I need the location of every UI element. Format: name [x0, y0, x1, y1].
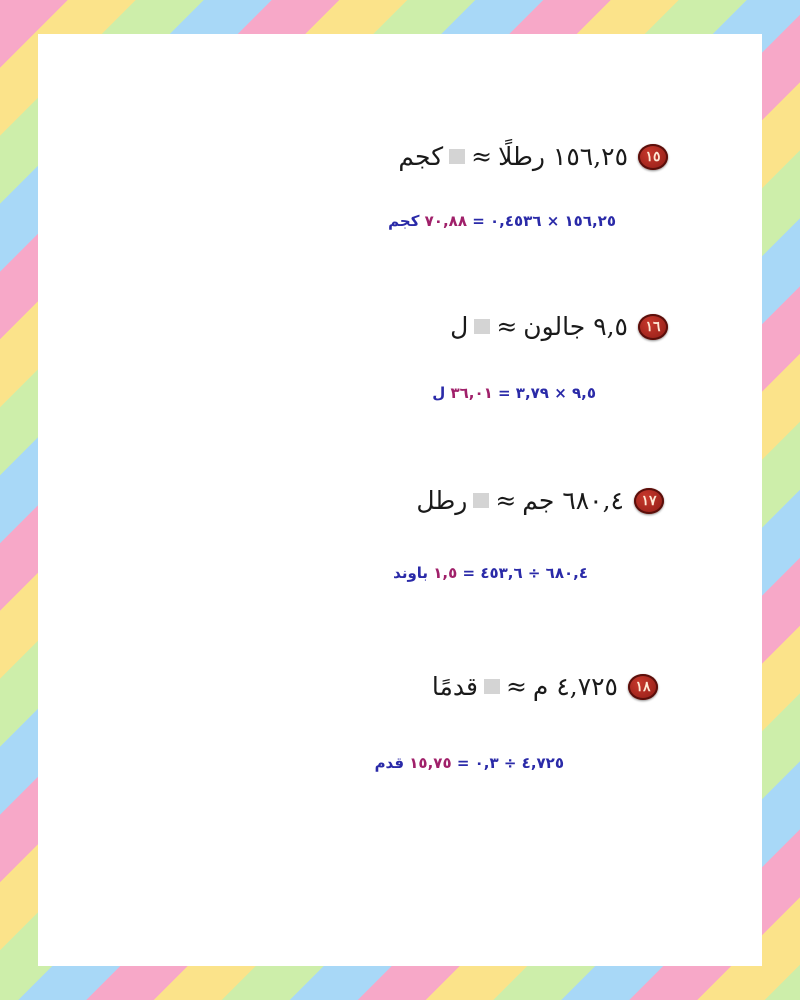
answer-expression: ٤,٧٢٥ ÷ ٠,٣ = [456, 754, 564, 772]
worksheet-page [38, 34, 762, 966]
problem-17 [416, 486, 664, 515]
answer-expression: ١٥٦,٢٥ × ٠,٤٥٣٦ = [472, 212, 616, 230]
given-quantity: ٦٨٠,٤ جم [522, 486, 624, 515]
answer-unit: قدم [374, 754, 405, 772]
question-line [450, 312, 668, 341]
answer-result: ٣٦,٠١ [450, 384, 493, 402]
given-quantity: ٩,٥ جالون [523, 312, 628, 341]
answer-17 [393, 564, 588, 582]
answer-result: ١,٥ [433, 564, 458, 582]
answer-unit: باوند [393, 564, 429, 582]
target-unit: ل [450, 312, 469, 341]
problem-16 [450, 312, 668, 341]
answer-unit: كجم [388, 212, 420, 230]
answer-blank[interactable] [484, 679, 500, 694]
answer-unit: ل [432, 384, 446, 402]
answer-expression: ٩,٥ × ٣,٧٩ = [498, 384, 596, 402]
problem-number-badge: ١٧ [634, 488, 664, 514]
problem-15 [398, 142, 668, 171]
approx-symbol: ≈ [505, 672, 527, 701]
answer-line [393, 564, 588, 582]
answer-result: ١٥,٧٥ [409, 754, 452, 772]
target-unit: كجم [398, 142, 444, 171]
target-unit: رطل [416, 486, 468, 515]
approx-symbol: ≈ [496, 312, 518, 341]
answer-line [388, 212, 616, 230]
answer-expression: ٦٨٠,٤ ÷ ٤٥٣,٦ = [462, 564, 588, 582]
answer-18 [375, 754, 564, 772]
question-line [416, 486, 664, 515]
answer-blank[interactable] [449, 149, 465, 164]
problem-number-badge: ١٦ [638, 314, 668, 340]
approx-symbol: ≈ [495, 486, 517, 515]
approx-symbol: ≈ [471, 142, 493, 171]
answer-15 [388, 212, 616, 230]
problem-18 [432, 672, 658, 701]
given-quantity: ٤,٧٢٥ م [532, 672, 618, 701]
problem-number-badge: ١٥ [638, 144, 668, 170]
problem-number-badge: ١٨ [628, 674, 658, 700]
question-line [398, 142, 668, 171]
answer-line [432, 384, 596, 402]
answer-line [375, 754, 564, 772]
question-line [432, 672, 658, 701]
answer-16 [432, 384, 596, 402]
given-quantity: ١٥٦,٢٥ رطلًا [498, 142, 628, 171]
answer-blank[interactable] [474, 319, 490, 334]
answer-blank[interactable] [473, 493, 489, 508]
answer-result: ٧٠,٨٨ [424, 212, 467, 230]
target-unit: قدمًا [431, 672, 478, 701]
